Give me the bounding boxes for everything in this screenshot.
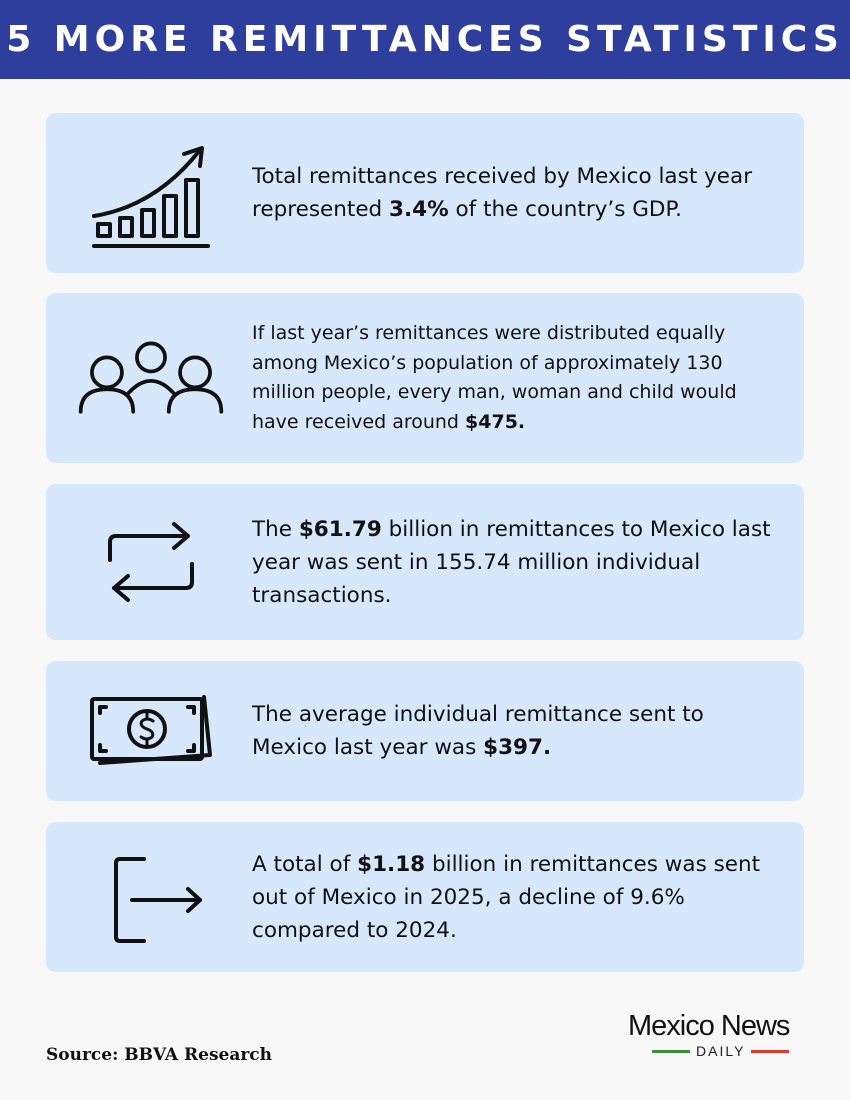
- stat-card-outbound: [46, 822, 804, 972]
- stat-card-per-capita: [46, 293, 804, 463]
- page-title: 5 MORE REMITTANCES STATISTICS: [6, 19, 844, 60]
- stat-text: The average individual remittance sent to Mexico last year was $397.: [252, 702, 704, 760]
- dollar-bill-icon: [76, 661, 226, 801]
- logo-name: Mexico News: [628, 1010, 790, 1042]
- stat-text: The $61.79 billion in remittances to Mexico last year was sent in 155.74 million individual transactions.: [252, 516, 771, 608]
- stat-text: Total remittances received by Mexico last year represented 3.4% of the country’s GDP.: [252, 164, 753, 222]
- exit-arrow-icon: [76, 822, 226, 972]
- source-note: Source: BBVA Research: [46, 1045, 273, 1065]
- stat-card-transactions: [46, 484, 804, 640]
- stat-card-average: [46, 661, 804, 801]
- bar-chart-growth-icon: [76, 113, 226, 273]
- stat-text: If last year’s remittances were distributed equally among Mexico’s population of approximately 130 million people, every man, woman and child would have received around $475.: [252, 322, 737, 433]
- logo-daily: DAILY: [696, 1043, 746, 1059]
- logo-red-bar: [751, 1050, 789, 1053]
- stat-text: A total of $1.18 billion in remittances was sent out of Mexico in 2025, a decline of 9.6% compared to 2024.: [252, 851, 761, 943]
- logo-green-bar: [652, 1050, 690, 1053]
- header-banner: [0, 0, 850, 79]
- people-group-icon: [76, 293, 226, 463]
- stat-card-gdp: [46, 113, 804, 273]
- mexico-news-daily-logo: [628, 1010, 828, 1059]
- exchange-arrows-icon: [76, 484, 226, 640]
